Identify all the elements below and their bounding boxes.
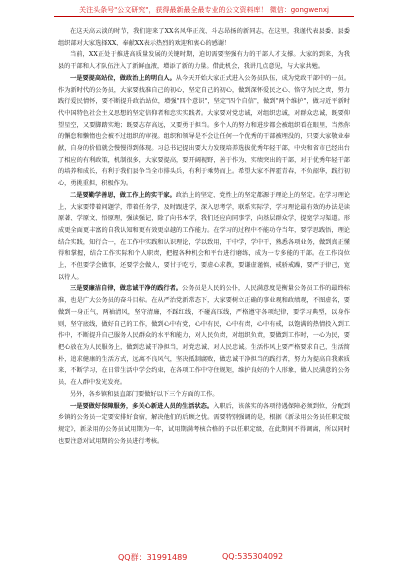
paragraph	[58, 26, 350, 49]
footer-qq-group: QQ群：31991489	[118, 553, 188, 562]
paragraph-text: 在这天高云淡的时节，我们迎来了XX名风华正茂、斗志昂扬的新同志，在这里，我谨代表县委、县委组织部对大家选择XX、奉献XX表示热烈的欢迎和衷心的感谢！	[58, 28, 350, 47]
header-divider	[54, 16, 354, 17]
header-notice	[54, 4, 354, 16]
paragraph-lead: 二是要勤学善思，做工作上的实干家。	[70, 191, 176, 199]
footer-contacts	[0, 552, 408, 566]
paragraph	[58, 401, 350, 448]
paragraph-lead: 三是要廉洁自律，做忠诚干净的践行者。	[70, 285, 183, 293]
paragraph	[58, 49, 350, 72]
paragraph-text: 从今天开始大家正式进入公务员队伍，成为党政干部中的一员。作为新时代的公务员，大家要找准自己的初心，坚定自己的初心，做到深怀爱民之心、恪守为民之责，努力践行爱民情怀，要不断提升政治站位，增强"四个意识"，坚定"四个自信"，做到"两个维护"，做习近平新时代中国特色社会主义思想的坚定信仰者和忠实实践者。大家要对党忠诚，对组织忠诚，对群众忠诚，既要仰望星空，又要脚踏实地；既要志存高远，又要勇于担当。多个人的努力和进步都会被组织看在眼里，当然你的懈怠和懒惰也会被不过组织的审视。组织和领导是不会让任何一个优秀的干部被埋没的，只要大家敬业奉献，自身的价值就会慢慢得到体现。习总书记提出要大力发现培养选拔优秀年轻干部，中央和省市已经出台了相应的有利政策，机制很多，大家要提高，要开阔视野，善于作为、实绩突出的干部，对于优秀年轻干部的培养和成长，有利于我们县争当全市排头兵，有利于乘势而上。希望大家不挥霍青春，不负韶华，践行初心，勇挑重担，积极作为。	[58, 74, 351, 188]
document-body	[58, 26, 350, 447]
paragraph-text: 另外，各乡镇和县直部门要做好以下三个方面的工作。	[70, 390, 219, 398]
header-notice-text: 关注头条号"公文研究"，获得最新最全最专业的公文资料库！ 微信：gongwenxj	[79, 6, 329, 14]
paragraph-lead: 一是要做好保障服务，多关心新进人员的生活状态。	[70, 402, 214, 410]
paragraph	[58, 283, 350, 388]
paragraph-text: 政治上的坚定、党性上的坚定都源于理论上的坚定。在学习理论上，大家要带着问题学，带着任务学，及时跟进学，深入思考学，联系实际学，学习理论最有效的办法是读原著、学原文、悟原理，强读强记，除了向书本学，我们还应向同事学，向基层群众学，提宽学习渠道。形成更全面更丰富的自我认知和更有效更卓越的工作能力。在学习的过程中不能功夺当年，要学思践悟，理论结合实践，知行合一，在工作中实践和认识理论，学以致用，干中学，学中干，熟悉各项业务，做到真正懂得和掌握，结合工作实际和个人职责，把握各种机会和平台进行磨练，成为一专多能的干部。在工作岗位上，不但要学会做事，还要学会做人，要甘于吃亏，要虚心求教，要谦虚谨慎，戒骄戒躁，要严于律己，宽以待人。	[58, 191, 351, 281]
paragraph	[58, 190, 350, 284]
paragraph-text: 当前，XX正处于推进高质量发展的关键时期，迫切需要坚强有力的干部人才支撑。大家的到来，为我县的干部和人才队伍注入了新鲜血液，增添了新的力量。借此机会，我讲几点意见，与大家共勉。	[58, 51, 350, 71]
footer-qq: QQ:535304092	[222, 552, 284, 561]
paragraph-text: 公务员是人民的公仆，人民满意度是衡量公务员工作的最终标准，也是广大公务员的奋斗目标。在从严治党新常态下，大家要树立正确的事业观和政绩观，不图虚名，要做到一身正气，两袖清风，坚守清廉，不踩红线，不碰高压线，严格遵守各项纪律，要学习典型，以身作则，坚守底线，做好自己的工作，做到心中有党，心中有民，心中有责，心中有戒，以饱满的热情投入到工作中，不断提升自己服务人民群众的水平和能力，对人民负责，对组织负责，要做到工作时，一心为民，要把心放在为人民服务上，做到忠诚干净担当，对党忠诚、对人民忠诚。生活作风上要严格要求自己，生活简朴，追求健康的生活方式，远离不良风气，坚决抵制腐败，做忠诚干净担当的践行者，努力为提高自我素质来，不断学习，在日常生活中学会约束，在各项工作中守住规矩，维护良好的个人形象，做人民满意的公务员，在人群中发光发亮。	[58, 285, 350, 387]
paragraph-text: 入职后，该落实的各项待遇保障必须到位，分配到乡镇的公务员一定要安排好食宿，解决他们的后顾之忧。需要特别强调的是，根据《新录用公务员任职定级规定》，新录用的公务员试用期为一年，试用期满考核合格的予以任职定级，在此期间不得调离，所以同时也要注意对试用期的公务员进行考核。	[58, 402, 351, 445]
paragraph	[58, 73, 350, 190]
paragraph	[58, 389, 350, 401]
paragraph-lead: 一是要提高站位，做政治上的明白人。	[70, 74, 176, 82]
